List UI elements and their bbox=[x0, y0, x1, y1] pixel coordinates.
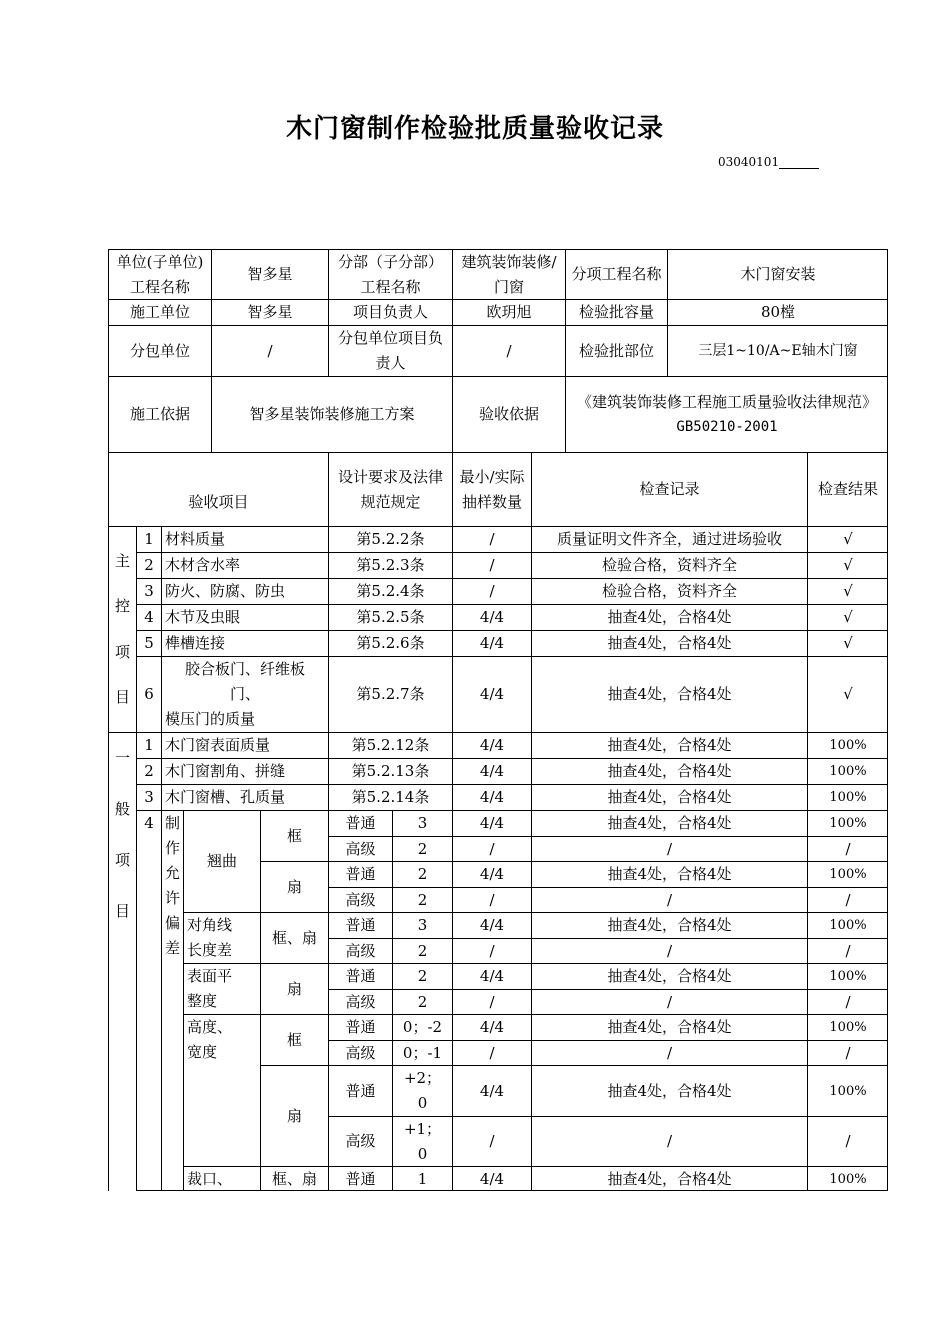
row-result: 100% bbox=[807, 912, 888, 938]
tolerance-char: 差 bbox=[164, 939, 180, 957]
grade-high: 高级 bbox=[328, 887, 392, 912]
row-name-line: 模压门的质量 bbox=[165, 710, 256, 728]
subitem-value: 木门窗安装 bbox=[667, 249, 888, 299]
grade-normal: 普通 bbox=[328, 963, 392, 989]
document-code bbox=[718, 155, 819, 169]
row-name-multiline bbox=[161, 656, 328, 732]
row-clause: 第5.2.14条 bbox=[328, 784, 452, 810]
main-control-group-label bbox=[108, 526, 136, 732]
tolerance-value: 2 bbox=[392, 836, 452, 861]
row-sample: / bbox=[452, 526, 531, 552]
row-sample: 4/4 bbox=[452, 732, 531, 758]
document-title: 木门窗制作检验批质量验收记录 bbox=[285, 114, 664, 144]
row-sample: 4/4 bbox=[452, 1065, 531, 1116]
row-sample: 4/4 bbox=[452, 861, 531, 887]
col-header-item: 验收项目 bbox=[108, 452, 328, 526]
flatness-sash: 扇 bbox=[260, 963, 328, 1014]
grade-normal: 普通 bbox=[328, 810, 392, 836]
height-width-line: 高度、 bbox=[187, 1018, 233, 1036]
row-result: 100% bbox=[807, 861, 888, 887]
tolerance-char: 作 bbox=[164, 839, 180, 857]
tolerance-label bbox=[161, 810, 183, 1191]
row-record: / bbox=[531, 887, 807, 912]
grade-high: 高级 bbox=[328, 1116, 392, 1166]
row-no: 3 bbox=[136, 578, 161, 604]
row-sample: 4/4 bbox=[452, 1014, 531, 1040]
tolerance-value bbox=[392, 1116, 452, 1166]
row-result: / bbox=[807, 1040, 888, 1065]
group-char: 项 bbox=[114, 642, 130, 661]
diagonal-line: 长度差 bbox=[187, 941, 233, 959]
row-record: / bbox=[531, 1116, 807, 1166]
capacity-value: 80樘 bbox=[667, 299, 888, 325]
tolerance-char: 许 bbox=[164, 889, 180, 907]
row-clause: 第5.2.7条 bbox=[328, 656, 452, 732]
acceptance-label: 验收依据 bbox=[452, 376, 565, 452]
row-result: 100% bbox=[807, 1166, 888, 1191]
row-sample: 4/4 bbox=[452, 758, 531, 784]
row-sample: / bbox=[452, 836, 531, 861]
row-sample: / bbox=[452, 938, 531, 963]
col-header-design: 设计要求及法律规范规定 bbox=[328, 452, 452, 526]
division-label: 分部（子分部）工程名称 bbox=[328, 249, 452, 299]
unit-label-cell bbox=[108, 249, 211, 299]
row-result: 100% bbox=[807, 1065, 888, 1116]
flatness-label bbox=[183, 963, 260, 1014]
tolerance-value-line: 0 bbox=[417, 1094, 428, 1112]
row-record: 质量证明文件齐全，通过进场验收 bbox=[531, 526, 807, 552]
manager-label: 项目负责人 bbox=[328, 299, 452, 325]
row-record: 抽查4处，合格4处 bbox=[531, 1014, 807, 1040]
row-sample: / bbox=[452, 887, 531, 912]
capacity-label: 检验批容量 bbox=[565, 299, 667, 325]
division-value: 建筑装饰装修/门窗 bbox=[452, 249, 565, 299]
sub-manager-label: 分包单位项目负责人 bbox=[328, 325, 452, 376]
row-result: √ bbox=[807, 552, 888, 578]
row-record: 抽查4处，合格4处 bbox=[531, 1166, 807, 1191]
group-char: 目 bbox=[114, 902, 130, 920]
unit-value: 智多星 bbox=[211, 249, 328, 299]
grade-normal: 普通 bbox=[328, 1065, 392, 1116]
table-bottom-border bbox=[136, 1190, 888, 1191]
subcontractor-value: / bbox=[211, 325, 328, 376]
row-name-line: 胶合板门、纤维板 bbox=[184, 660, 305, 678]
row-clause: 第5.2.2条 bbox=[328, 526, 452, 552]
tolerance-value: 0；-2 bbox=[392, 1014, 452, 1040]
height-width-line: 宽度 bbox=[187, 1043, 218, 1061]
basis-value: 智多星装饰装修施工方案 bbox=[211, 376, 452, 452]
warp-frame: 框 bbox=[260, 810, 328, 861]
row-name-line: 门、 bbox=[229, 685, 260, 703]
height-width-label bbox=[183, 1014, 260, 1166]
row-no: 6 bbox=[136, 656, 161, 732]
row-record: / bbox=[531, 1040, 807, 1065]
row-sample: 4/4 bbox=[452, 784, 531, 810]
diagonal-frame-sash: 框、扇 bbox=[260, 912, 328, 963]
row-record: 抽查4处，合格4处 bbox=[531, 784, 807, 810]
acceptance-standard-code: GB50210-2001 bbox=[676, 418, 778, 435]
basis-label: 施工依据 bbox=[108, 376, 211, 452]
row-record: 抽查4处，合格4处 bbox=[531, 861, 807, 887]
row-clause: 第5.2.3条 bbox=[328, 552, 452, 578]
group-char: 主 bbox=[114, 552, 130, 571]
row-name: 木门窗表面质量 bbox=[161, 732, 328, 758]
code-blank-line bbox=[779, 158, 819, 169]
row-clause: 第5.2.6条 bbox=[328, 630, 452, 656]
grade-normal: 普通 bbox=[328, 912, 392, 938]
row-result: 100% bbox=[807, 732, 888, 758]
row-record: 抽查4处，合格4处 bbox=[531, 810, 807, 836]
row-record: 抽查4处，合格4处 bbox=[531, 656, 807, 732]
location-label: 检验批部位 bbox=[565, 325, 667, 376]
row-result: / bbox=[807, 989, 888, 1014]
flatness-line: 整度 bbox=[187, 992, 218, 1010]
row-sample: / bbox=[452, 1116, 531, 1166]
group-char: 一 bbox=[114, 749, 130, 767]
grade-high: 高级 bbox=[328, 989, 392, 1014]
row-result: √ bbox=[807, 526, 888, 552]
row-clause: 第5.2.12条 bbox=[328, 732, 452, 758]
row-name: 木门窗槽、孔质量 bbox=[161, 784, 328, 810]
row-sample: 4/4 bbox=[452, 630, 531, 656]
tolerance-value: 1 bbox=[392, 1166, 452, 1191]
row-record: / bbox=[531, 938, 807, 963]
row-record: 检验合格，资料齐全 bbox=[531, 578, 807, 604]
col-header-record: 检查记录 bbox=[531, 452, 807, 526]
tolerance-value: 3 bbox=[392, 912, 452, 938]
row-no: 4 bbox=[136, 604, 161, 630]
tolerance-value: 2 bbox=[392, 887, 452, 912]
tolerance-no: 4 bbox=[136, 810, 161, 1191]
row-result: / bbox=[807, 887, 888, 912]
acceptance-standard-name: 《建筑装饰装修工程施工质量验收法律规范》 bbox=[576, 392, 877, 411]
row-record: / bbox=[531, 989, 807, 1014]
tolerance-char: 允 bbox=[164, 864, 180, 882]
row-sample: 4/4 bbox=[452, 963, 531, 989]
row-result: 100% bbox=[807, 758, 888, 784]
grade-high: 高级 bbox=[328, 836, 392, 861]
row-record: 检验合格，资料齐全 bbox=[531, 552, 807, 578]
col-header-sample: 最小/实际抽样数量 bbox=[452, 452, 531, 526]
tolerance-value-line: 0 bbox=[417, 1144, 428, 1163]
acceptance-value bbox=[565, 376, 888, 452]
acceptance-grid bbox=[108, 249, 888, 1191]
diagonal-line: 对角线 bbox=[187, 916, 233, 934]
row-result: 100% bbox=[807, 1014, 888, 1040]
diagonal-label bbox=[183, 912, 260, 963]
cut-frame-sash: 框、扇 bbox=[260, 1166, 328, 1191]
col-header-result: 检查结果 bbox=[807, 452, 888, 526]
row-no: 3 bbox=[136, 784, 161, 810]
row-result: √ bbox=[807, 656, 888, 732]
tolerance-value: 3 bbox=[392, 810, 452, 836]
contractor-label: 施工单位 bbox=[108, 299, 211, 325]
row-record: 抽查4处，合格4处 bbox=[531, 630, 807, 656]
flatness-line: 表面平 bbox=[187, 967, 233, 985]
row-sample: 4/4 bbox=[452, 1166, 531, 1191]
row-result: √ bbox=[807, 630, 888, 656]
row-record: 抽查4处，合格4处 bbox=[531, 912, 807, 938]
row-result: √ bbox=[807, 578, 888, 604]
manager-value: 欧玥旭 bbox=[452, 299, 565, 325]
row-name: 木材含水率 bbox=[161, 552, 328, 578]
tolerance-value: 2 bbox=[392, 989, 452, 1014]
subcontractor-label: 分包单位 bbox=[108, 325, 211, 376]
row-result: 100% bbox=[807, 784, 888, 810]
group-char: 项 bbox=[114, 851, 130, 869]
tolerance-char: 偏 bbox=[164, 914, 180, 932]
tolerance-char: 制 bbox=[164, 814, 180, 832]
grade-high: 高级 bbox=[328, 1040, 392, 1065]
tolerance-value: 2 bbox=[392, 861, 452, 887]
row-record: / bbox=[531, 836, 807, 861]
row-clause: 第5.2.13条 bbox=[328, 758, 452, 784]
subitem-label: 分项工程名称 bbox=[565, 249, 667, 299]
warp-label: 翘曲 bbox=[183, 810, 260, 912]
warp-sash: 扇 bbox=[260, 861, 328, 912]
group-char: 控 bbox=[114, 597, 130, 616]
grade-normal: 普通 bbox=[328, 861, 392, 887]
row-sample: / bbox=[452, 1040, 531, 1065]
row-no: 1 bbox=[136, 732, 161, 758]
row-result: √ bbox=[807, 604, 888, 630]
row-sample: 4/4 bbox=[452, 656, 531, 732]
row-sample: 4/4 bbox=[452, 810, 531, 836]
general-group-label bbox=[108, 732, 136, 1191]
location-value: 三层1~10/A~E轴木门窗 bbox=[667, 325, 888, 376]
tolerance-value-line: +2； bbox=[403, 1069, 442, 1087]
table-right-border bbox=[887, 249, 888, 1191]
row-result: 100% bbox=[807, 810, 888, 836]
row-result: 100% bbox=[807, 963, 888, 989]
row-record: 抽查4处，合格4处 bbox=[531, 758, 807, 784]
hw-sash: 扇 bbox=[260, 1065, 328, 1166]
contractor-value: 智多星 bbox=[211, 299, 328, 325]
row-clause: 第5.2.5条 bbox=[328, 604, 452, 630]
tolerance-value: 2 bbox=[392, 963, 452, 989]
code-number: 03040101 bbox=[718, 155, 780, 169]
row-name: 材料质量 bbox=[161, 526, 328, 552]
grade-high: 高级 bbox=[328, 938, 392, 963]
row-record: 抽查4处，合格4处 bbox=[531, 604, 807, 630]
row-name: 防火、防腐、防虫 bbox=[161, 578, 328, 604]
row-sample: / bbox=[452, 578, 531, 604]
group-char: 般 bbox=[114, 800, 130, 818]
row-clause: 第5.2.4条 bbox=[328, 578, 452, 604]
row-name: 榫槽连接 bbox=[161, 630, 328, 656]
row-no: 1 bbox=[136, 526, 161, 552]
row-sample: 4/4 bbox=[452, 604, 531, 630]
tolerance-value: 2 bbox=[392, 938, 452, 963]
row-no: 5 bbox=[136, 630, 161, 656]
grade-normal: 普通 bbox=[328, 1166, 392, 1191]
tolerance-value-line: +1； bbox=[403, 1119, 442, 1138]
hw-frame: 框 bbox=[260, 1014, 328, 1065]
group-char: 目 bbox=[114, 687, 130, 706]
tolerance-value bbox=[392, 1065, 452, 1116]
row-record: 抽查4处，合格4处 bbox=[531, 1065, 807, 1116]
row-name: 木节及虫眼 bbox=[161, 604, 328, 630]
row-sample: / bbox=[452, 552, 531, 578]
row-record: 抽查4处，合格4处 bbox=[531, 732, 807, 758]
row-sample: 4/4 bbox=[452, 912, 531, 938]
grade-normal: 普通 bbox=[328, 1014, 392, 1040]
row-name: 木门窗割角、拼缝 bbox=[161, 758, 328, 784]
row-result: / bbox=[807, 938, 888, 963]
sub-manager-value: / bbox=[452, 325, 565, 376]
row-sample: / bbox=[452, 989, 531, 1014]
row-no: 2 bbox=[136, 758, 161, 784]
row-record: 抽查4处，合格4处 bbox=[531, 963, 807, 989]
tolerance-value: 0；-1 bbox=[392, 1040, 452, 1065]
row-result: / bbox=[807, 1116, 888, 1166]
unit-label: 单位(子单位)工程名称 bbox=[116, 252, 204, 296]
row-result: / bbox=[807, 836, 888, 861]
cut-label: 裁口、 bbox=[183, 1166, 260, 1191]
row-no: 2 bbox=[136, 552, 161, 578]
